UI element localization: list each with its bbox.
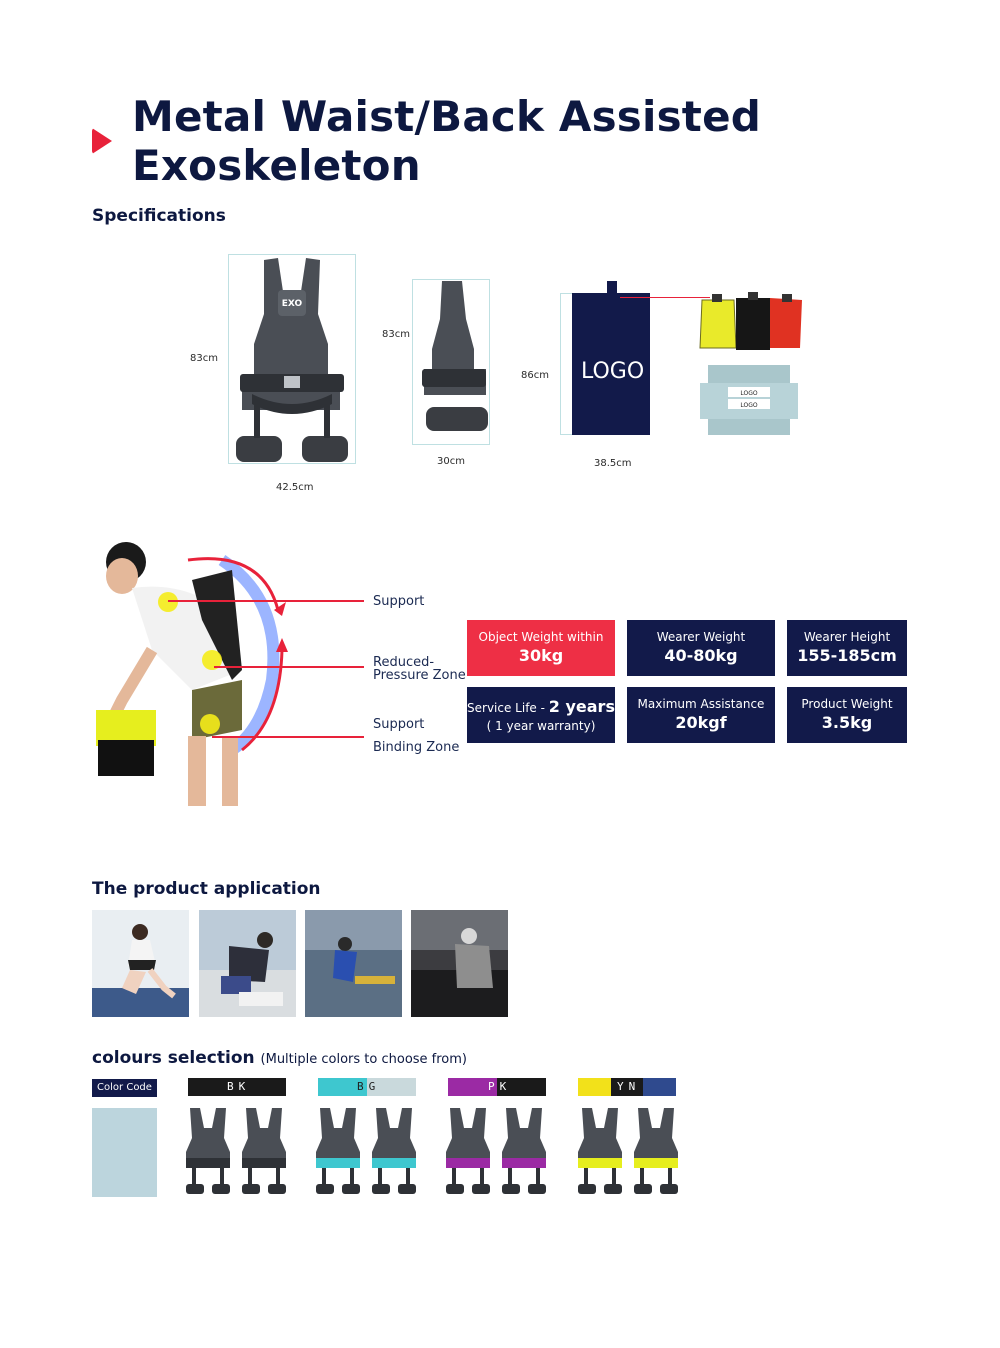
bag-width-label: 38.5cm	[594, 458, 632, 469]
reduced-pressure-callout-line	[214, 666, 364, 668]
binding-label-line2: Binding Zone	[373, 740, 460, 755]
svg-text:LOGO: LOGO	[740, 390, 758, 397]
page-title: Metal Waist/Back Assisted Exoskeleton	[132, 92, 762, 190]
svg-text:EXO: EXO	[281, 299, 303, 309]
play-triangle-icon	[92, 128, 112, 154]
bag-height-label: 86cm	[521, 370, 549, 381]
color-code-badge: Color Code	[92, 1079, 157, 1097]
reduced-pressure-label-line2: Pressure Zone	[373, 668, 466, 683]
support-callout-line	[168, 600, 364, 602]
application-photo-squat	[92, 910, 189, 1017]
bag-pointer-line	[620, 297, 710, 298]
colours-heading: colours selection (Multiple colors to choose from)	[92, 1048, 467, 1068]
support-label: Support	[373, 594, 425, 609]
color-swatch	[92, 1108, 157, 1197]
front-height-label: 83cm	[190, 353, 218, 364]
spec-card-product-weight: Product Weight 3.5kg	[787, 687, 907, 743]
spec-card-object-weight: Object Weight within 30kg	[467, 620, 615, 676]
page-header	[92, 92, 1000, 190]
harness-variants-illustration	[184, 1106, 684, 1198]
spec-card-wearer-weight: Wearer Weight 40-80kg	[627, 620, 775, 676]
packaging-box-illustration	[698, 363, 800, 437]
reduced-pressure-label-line1: Reduced-	[373, 655, 435, 670]
harness-front-illustration	[228, 254, 356, 468]
binding-label-line1: Support	[373, 717, 425, 732]
application-photo-floor-work	[199, 910, 296, 1017]
application-photo-factory	[411, 910, 508, 1017]
spec-card-wearer-height: Wearer Height 155-185cm	[787, 620, 907, 676]
colored-bags-illustration	[698, 292, 804, 356]
binding-callout-line	[212, 736, 364, 738]
side-height-label: 83cm	[382, 329, 410, 340]
application-heading: The product application	[92, 879, 321, 899]
color-code-bg: BG	[357, 1080, 381, 1093]
person-lifting-illustration	[92, 540, 292, 820]
bag-logo-text: LOGO	[581, 359, 645, 384]
svg-text:LOGO: LOGO	[740, 402, 758, 409]
spec-card-max-assistance: Maximum Assistance 20kgf	[627, 687, 775, 743]
color-code-pk: PK	[488, 1080, 512, 1093]
side-depth-label: 30cm	[437, 456, 465, 467]
color-code-yn: YN	[617, 1080, 641, 1093]
spec-card-service-life: Service Life - 2 years ( 1 year warranty)	[467, 687, 615, 743]
front-width-label: 42.5cm	[276, 482, 314, 493]
color-code-bk: BK	[227, 1080, 251, 1093]
application-photo-road-work	[305, 910, 402, 1017]
harness-side-illustration	[414, 279, 490, 445]
specifications-heading: Specifications	[92, 206, 226, 226]
